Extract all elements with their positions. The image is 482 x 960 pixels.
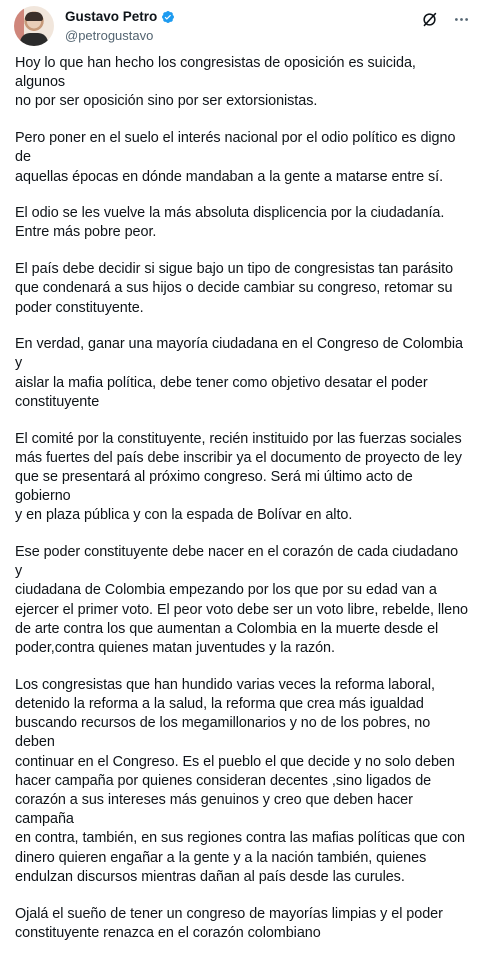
tweet-paragraph: Hoy lo que han hecho los congresistas de oposición es suicida, algunos no por ser oposición sino por ser extorsionistas.: [15, 55, 416, 110]
tweet-paragraph: Ese poder constituyente debe nacer en el corazón de cada ciudadano y ciudadana de Colombia empezando por los que por su edad van a ejercer el primer voto. El peor voto debe ser un voto libre, rebelde, lleno de arte contra los que aumentan a Colombia en la muerte desde el poder,contra quienes matan juventudes y la razón.: [15, 544, 468, 657]
slash-circle-icon[interactable]: [420, 10, 438, 28]
author-name[interactable]: Gustavo Petro: [65, 9, 158, 24]
avatar[interactable]: [14, 6, 54, 46]
tweet-paragraph: El comité por la constituyente, recién instituido por las fuerzas sociales más fuertes del país debe inscribir ya el documento de proyecto de ley que se presentará al próximo congreso. Será mi último acto de gobierno y en plaza pública y con la espada de Bolívar en alto.: [15, 430, 462, 524]
tweet-paragraph: El país debe decidir si sigue bajo un tipo de congresistas tan parásito que condenará a sus hijos o decide cambiar su congreso, retomar su poder constituyente.: [15, 261, 454, 316]
tweet-header: [14, 6, 470, 46]
author-handle[interactable]: @petrogustavo: [65, 28, 154, 43]
tweet-paragraph: Los congresistas que han hundido varias veces la reforma laboral, detenido la reforma a la salud, la reforma que crea más igualdad buscando recursos de los megamillonarios y no de los pobres, no deben continuar en el Congreso. Es el pueblo el que decide y no solo deben hacer campaña por quienes consideran decentes ,sino ligados de corazón a sus intereses más genuinos y creo que deben hacer campaña en contra, también, en sus regiones contra las mafias políticas que con dinero quieren engañar a la gente y a la nación también, quienes endulzan discursos mientras dañan al país desde las curules.: [15, 676, 466, 885]
tweet-paragraph: En verdad, ganar una mayoría ciudadana en el Congreso de Colombia y aislar la mafia política, debe tener como objetivo desatar el poder constituyente: [15, 336, 463, 410]
verified-badge-icon: [161, 10, 175, 24]
tweet-text: [15, 54, 468, 960]
tweet-paragraph: Pero poner en el suelo el interés nacional por el odio político es digno de aquellas épocas en dónde mandaban a la gente a matarse entre sí.: [15, 130, 456, 185]
avatar-coat: [20, 33, 48, 46]
avatar-hair: [25, 12, 43, 21]
author-name-row: [65, 9, 175, 25]
tweet-paragraph: El odio se les vuelve la más absoluta displicencia por la ciudadanía. Entre más pobre peor.: [15, 205, 445, 241]
more-options-icon[interactable]: [452, 10, 470, 28]
tweet-actions: [420, 10, 470, 28]
tweet-paragraph: Ojalá el sueño de tener un congreso de mayorías limpias y el poder constituyente renazca en el corazón colombiano: [15, 905, 443, 941]
